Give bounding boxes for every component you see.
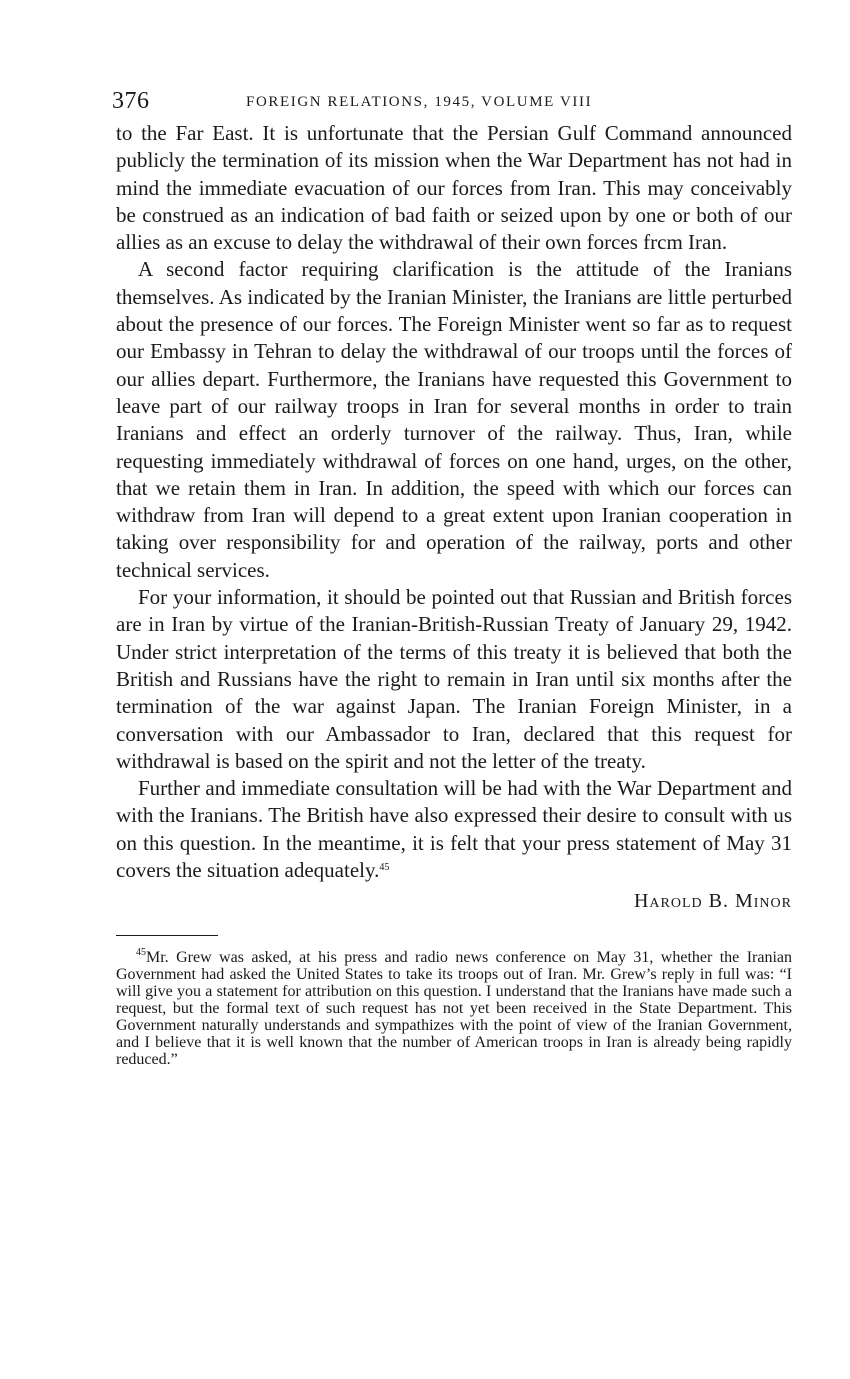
footnote-marker: 45 bbox=[136, 947, 146, 959]
footnote-reference: 45 bbox=[379, 862, 390, 874]
running-head-title: FOREIGN RELATIONS, 1945, VOLUME VIII bbox=[246, 94, 593, 110]
signature: Harold B. Minor bbox=[633, 890, 792, 913]
footnote-divider bbox=[116, 935, 218, 936]
page-number: 376 bbox=[112, 88, 150, 114]
footnote bbox=[116, 947, 792, 1068]
paragraph-3: For your information, it should be pointed out that Russian and British forces are in Iran by virtue of the Iranian-British-Russian Treaty of January 29, 1942. Under strict interpretation of the terms of this treaty it is believed that both the British and Russians have the right to remain in Iran until six months after the termination of the war against Japan. The Iranian Foreign Minister, in a conversation with our Ambassador to Iran, declared that this request for withdrawal is based on the spirit and not the letter of the treaty. bbox=[116, 585, 792, 773]
paragraph-4 bbox=[116, 775, 792, 884]
paragraph-4-text: Further and immediate consultation will be had with the War Department and with the Iranians. The British have also expressed their desire to consult with us on this question. In the meantime, it is felt that your press statement of May 31 covers the situation adequately. bbox=[116, 776, 792, 883]
paragraph-1: to the Far East. It is unfortunate that the Persian Gulf Command announced publicly the termination of its mission when the War Department has not had in mind the immediate evacuation of our forces from Iran. This may conceivably be construed as an indication of bad faith or seized upon by one or both of our allies as an excuse to delay the withdrawal of their own forces frcm Iran. bbox=[116, 121, 792, 255]
running-head bbox=[112, 86, 792, 120]
paragraph-2: A second factor requiring clarification is the attitude of the Iranians themselves. As indicated by the Iranian Minister, the Iranians are little perturbed about the presence of our forces. The Foreign Minister went so far as to request our Embassy in Tehran to delay the withdrawal of our troops until the forces of our allies depart. Furthermore, the Iranians have requested this Government to leave part of our railway troops in Iran for several months in order to train Iranians and effect an orderly turnover of the railway. Thus, Iran, while requesting immediately withdrawal of forces on one hand, urges, on the other, that we retain them in Iran. In addition, the speed with which our forces can withdraw from Iran will depend to a great extent upon Iranian cooperation in taking over responsibility for and operation of the railway, ports and other technical services. bbox=[116, 257, 792, 582]
document-page bbox=[112, 86, 792, 1069]
footnote-text: Mr. Grew was asked, at his press and radio news conference on May 31, whether the Iranian Government had asked the United States to take its troops out of Iran. Mr. Grew’s reply in full was: “I will give you a statement for attribution on this question. I understand that the Iranians have made such a request, but the formal text of such request has not yet been received in the State Department. This Government naturally understands and sympathizes with the point of view of the Iranian Government, and I believe that it is well known that the number of American troops in Iran is already being rapidly reduced.” bbox=[116, 949, 792, 1068]
body-text bbox=[116, 120, 792, 884]
